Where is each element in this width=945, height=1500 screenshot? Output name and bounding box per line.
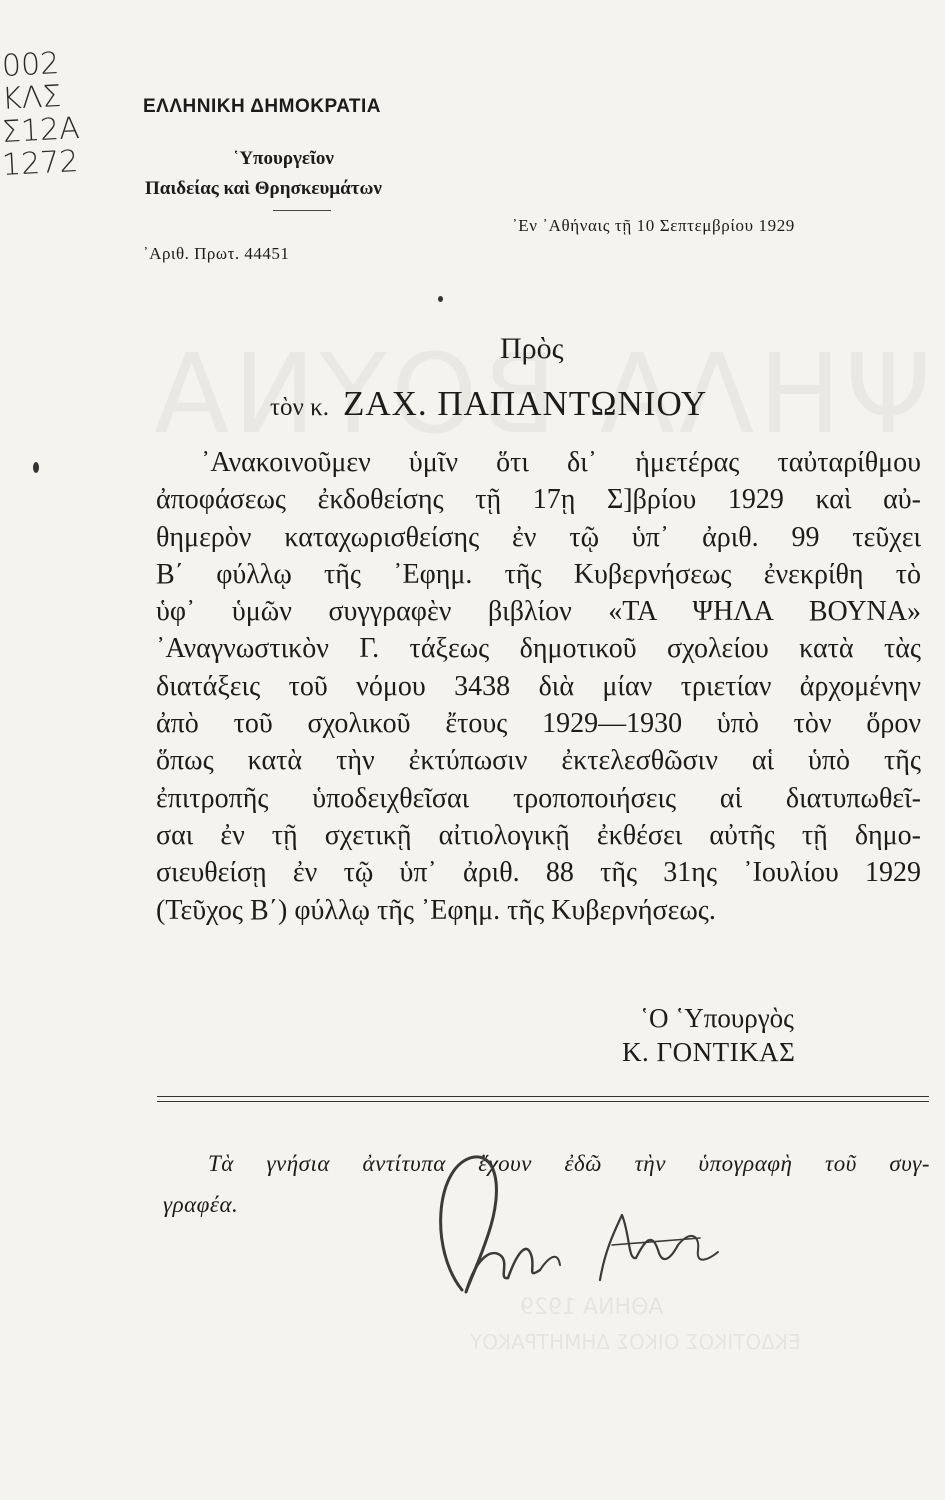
letter-body (156, 444, 921, 929)
body-line: Β΄ φύλλῳ τῆς ᾿Εφημ. τῆς Κυβερνήσεως ἐνεκρίθη τὸ (156, 558, 921, 590)
body-line: θημερὸν καταχωρισθείσης ἐν τῷ ὑπ᾿ ἀριθ. 99 τεῦχει (156, 521, 921, 553)
addressee-name: ΖΑΧ. ΠΑΠΑΝΤΩΝΙΟΥ (342, 384, 708, 423)
letterhead (143, 96, 382, 199)
ministry-line-2: Παιδείας καὶ Θρησκευμάτων (145, 178, 382, 199)
signatory-name: Κ. ΓΟΝΤΙΚΑΣ (622, 1037, 796, 1067)
author-signature (400, 1140, 730, 1340)
body-line: ὑφ᾿ ὑμῶν συγγραφὲν βιβλίον «ΤΑ ΨΗΛΑ ΒΟΥΝΑ» (156, 596, 921, 628)
country-heading: ΕΛΛΗΝΙΚΗ ΔΗΜΟΚΡΑΤΙΑ (143, 96, 381, 117)
ink-speck (438, 296, 443, 302)
body-line: ᾿Αναγνωστικὸν Γ. τάξεως δημοτικοῦ σχολείου κατὰ τὰς (156, 633, 921, 665)
bleed-through-text: ΕΚΔΟΤΙΚΟΣ ΟΙΚΟΣ ΔΗΜΗΤΡΑΚΟΥ (470, 1330, 801, 1354)
archive-note-line: 1272 (1, 144, 80, 184)
signatory-title: ῾Ο ῾Υπουργὸς (640, 1003, 794, 1033)
note-line: γραφέα. (163, 1192, 239, 1217)
body-line: ἀπὸ τοῦ σχολικοῦ ἔτους 1929—1930 ὑπὸ τὸν ὅρον (156, 708, 921, 740)
salutation-to: Πρὸς (500, 332, 564, 365)
letter-date: ᾿Εν ᾿Αθήναις τῇ 10 Σεπτεμβρίου 1929 (512, 216, 795, 235)
archive-note-line: 002 (1, 46, 61, 85)
ministry-line-1: ῾Υπουργεῖον (233, 148, 334, 169)
addressee (270, 384, 707, 424)
body-line: ὅπως κατὰ τὴν ἐκτύπωσιν ἐκτελεσθῶσιν αἱ ὑπὸ τῆς (156, 745, 921, 777)
ink-speck (33, 462, 39, 473)
body-line: ᾿Ανακοινοῦμεν ὑμῖν ὅτι δι᾿ ἡμετέρας ταὐταρίθμου (201, 447, 921, 478)
body-line: σιευθείσῃ ἐν τῷ ὑπ᾿ ἀριθ. 88 τῆς 31ης ᾿Ιουλίου 1929 (156, 857, 921, 889)
bleed-through-text: ΑΘΗΝΑ 1929 (520, 1295, 664, 1320)
letterhead-divider (273, 210, 331, 211)
body-line: διατάξεις τοῦ νόμου 3438 διὰ μίαν τριετίαν ἀρχομένην (156, 670, 921, 702)
body-line: (Τεῦχος Β΄) φύλλῳ τῆς ᾿Εφημ. τῆς Κυβερνήσεως. (156, 894, 716, 926)
addressee-prefix: τὸν κ. (270, 394, 329, 421)
body-line: σαι ἐν τῇ σχετικῇ αἰτιολογικῇ ἐκθέσει αὐτῆς τῇ δημο- (156, 819, 921, 851)
double-divider (157, 1096, 929, 1102)
archive-handwritten-note (1, 46, 81, 184)
protocol-number: ᾿Αριθ. Πρωτ. 44451 (143, 244, 290, 263)
note-line: Τὰ γνήσια ἀντίτυπα ἔχουν ἐδῶ τὴν ὑπογραφὴ τοῦ συγ- (208, 1151, 930, 1176)
body-line: ἐπιτροπῆς ὑποδειχθεῖσαι τροποποιήσεις αἱ διατυπωθεῖ- (156, 782, 921, 814)
body-line: ἀποφάσεως ἐκδοθείσης τῇ 17ῃ Σ]βρίου 1929 καὶ αὐ- (156, 484, 921, 516)
archive-note-line: ΚΛΣ (1, 78, 63, 118)
archive-note-line: Σ12Α (1, 110, 81, 151)
